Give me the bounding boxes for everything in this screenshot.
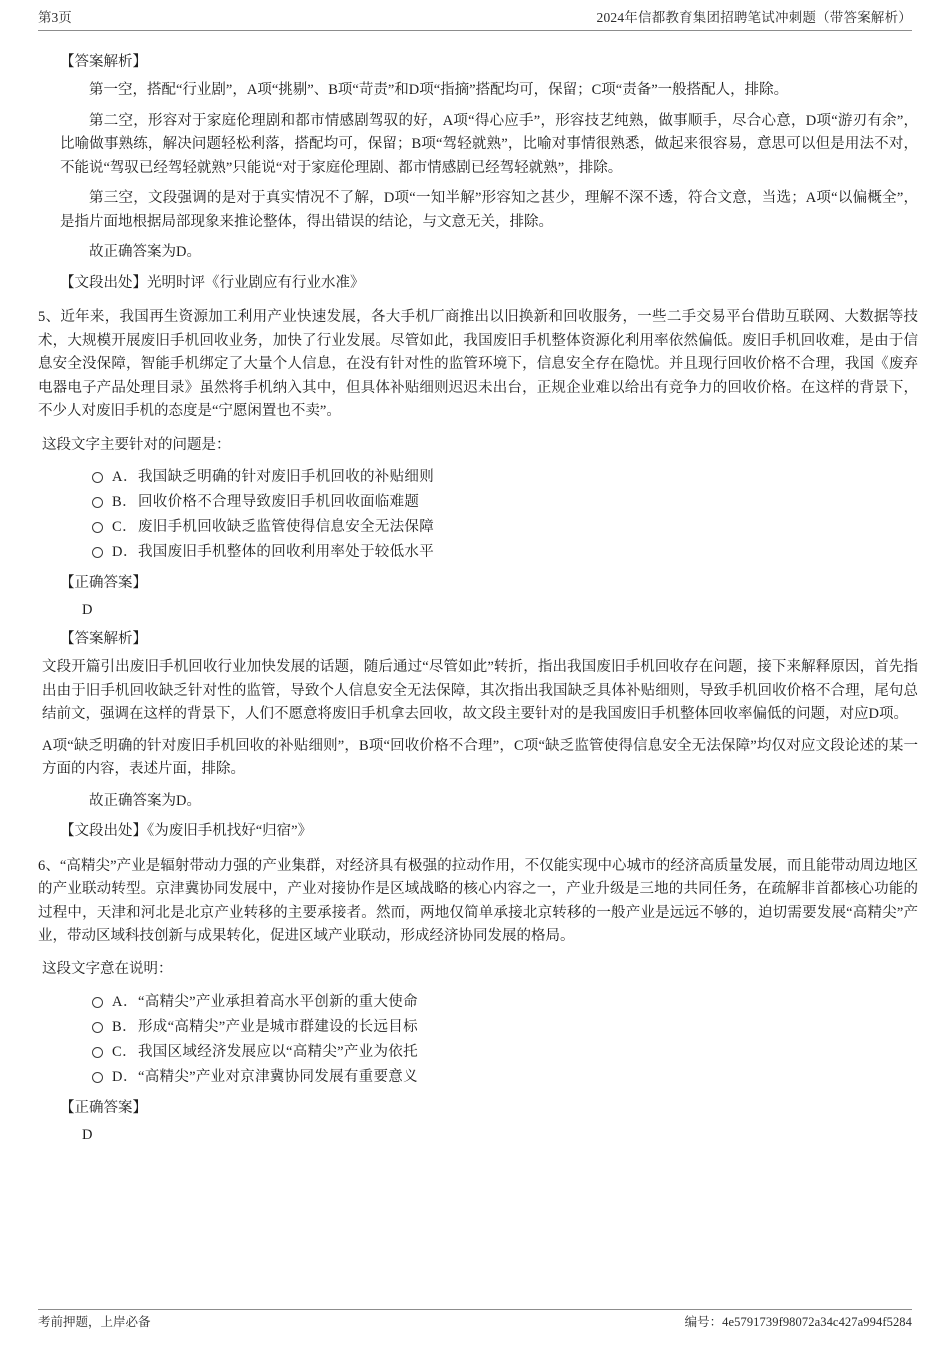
- document-content: [38, 44, 918, 1149]
- option-row[interactable]: [92, 490, 918, 515]
- analysis-conclusion: 故正确答案为D。: [89, 792, 201, 809]
- question-6-stem: 6、“高精尖”产业是辐射带动力强的产业集群，对经济具有极强的拉动作用，不仅能实现中心城市的经济高质量发展，而且能带动周边地区的产业联动转型。京津冀协同发展中，产业对接协作是区域战略的核心内容之一，产业升级是三地的共同任务，在疏解非首都核心功能的过程中，天津和河北是北京产业转移的主要承接者。然而，两地仅简单承接北京转移的一般产业是远远不够的，迫切需要发展“高精尖”产业，带动区域科技创新与成果转化，促进区域产业联动，形成经济协同发展的格局。: [38, 857, 918, 944]
- option-row[interactable]: [92, 465, 918, 490]
- option-row[interactable]: [92, 1040, 918, 1065]
- question-6-prompt: 这段文字意在说明：: [42, 961, 173, 978]
- question-4-analysis-block: [38, 51, 918, 294]
- option-row[interactable]: [92, 1015, 918, 1040]
- correct-answer-label-text: 【正确答案】: [60, 1099, 147, 1116]
- source-label-text: 【文段出处】: [60, 823, 147, 840]
- option-label: 废旧手机回收缺乏监管使得信息安全无法保障: [138, 519, 434, 536]
- correct-answer-value: D: [82, 1127, 93, 1144]
- footer-slogan: 考前押题，上岸必备: [38, 1315, 151, 1330]
- radio-icon[interactable]: [92, 997, 103, 1008]
- option-letter: C．: [112, 1044, 138, 1061]
- radio-icon[interactable]: [92, 1047, 103, 1058]
- source-label: [38, 272, 918, 294]
- option-label: 回收价格不合理导致废旧手机回收面临难题: [138, 494, 420, 511]
- correct-answer-label: [38, 572, 918, 594]
- question-5-block: [38, 306, 918, 842]
- source-text: 光明时评《行业剧应有行业水准》: [147, 274, 365, 291]
- analysis-conclusion: 故正确答案为D。: [89, 244, 201, 261]
- option-letter: B．: [112, 1019, 138, 1036]
- radio-icon[interactable]: [92, 1072, 103, 1083]
- page-header: [38, 10, 912, 31]
- question-5-options: [38, 465, 918, 565]
- option-letter: C．: [112, 519, 138, 536]
- page-footer: [38, 1309, 912, 1331]
- analysis-label: [38, 628, 918, 650]
- analysis-paragraph-2: 第二空，形容对于家庭伦理剧和都市情感剧驾驭的好，A项“得心应手”，形容技艺纯熟，做事顺手，尽合心意，D项“游刃有余”，比喻做事熟练，解决问题轻松利落，搭配均可，保留；B项“驾轻就熟”，比喻对事情很熟悉，做起来很容易，意思可以但是用法不对，不能说“驾驭已经驾轻就熟”只能说“对于家庭伦理剧、都市情感剧已经驾轻就熟”，排除。: [60, 112, 918, 176]
- question-6-block: [38, 855, 918, 1146]
- document-title: 2024年信都教育集团招聘笔试冲刺题（带答案解析）: [596, 10, 912, 25]
- option-letter: A．: [112, 469, 138, 486]
- option-row[interactable]: [92, 1065, 918, 1090]
- option-label: “高精尖”产业对京津冀协同发展有重要意义: [138, 1069, 418, 1086]
- option-row[interactable]: [92, 990, 918, 1015]
- correct-answer-label: [38, 1097, 918, 1119]
- radio-icon[interactable]: [92, 522, 103, 533]
- question-5-prompt: 这段文字主要针对的问题是：: [42, 436, 231, 453]
- source-label-text: 【文段出处】: [60, 274, 147, 291]
- option-letter: D．: [112, 544, 138, 561]
- source-text: 《为废旧手机找好“归宿”》: [147, 823, 313, 840]
- option-label: “高精尖”产业承担着高水平创新的重大使命: [138, 994, 418, 1011]
- analysis-label: [38, 51, 918, 73]
- correct-answer-label-text: 【正确答案】: [60, 574, 147, 591]
- page-number-label: 第3页: [38, 10, 72, 25]
- source-label: [38, 820, 918, 842]
- analysis-label-text: 【答案解析】: [60, 54, 147, 70]
- option-label: 我国废旧手机整体的回收利用率处于较低水平: [138, 544, 434, 561]
- analysis-paragraph-1: 文段开篇引出废旧手机回收行业加快发展的话题，随后通过“尽管如此”转折，指出我国废旧手机回收存在问题，接下来解释原因，首先指出由于旧手机回收缺乏针对性的监管，导致个人信息安全无法保障，其次指出我国缺乏具体补贴细则，导致手机回收价格不合理，尾句总结前文，强调在这样的背景下，人们不愿意将废旧手机拿去回收，故文段主要针对的是我国废旧手机整体回收率偏低的问题，对应D项。: [42, 659, 918, 723]
- radio-icon[interactable]: [92, 497, 103, 508]
- option-row[interactable]: [92, 515, 918, 540]
- analysis-paragraph-3: 第三空，文段强调的是对于真实情况不了解，D项“一知半解”形容知之甚少，理解不深不透，符合文意，当选；A项“以偏概全”，是指片面地根据局部现象来推论整体，得出错误的结论，与文意无关，排除。: [60, 190, 918, 230]
- option-label: 形成“高精尖”产业是城市群建设的长远目标: [138, 1019, 418, 1036]
- footer-code-label: 编号：: [684, 1315, 723, 1330]
- question-5-stem: 5、近年来，我国再生资源加工利用产业快速发展，各大手机厂商推出以旧换新和回收服务，一些二手交易平台借助互联网、大数据等技术，大规模开展废旧手机回收业务，加快了行业发展。尽管如此，我国废旧手机整体资源化利用率依然偏低。废旧手机回收难，是由于信息安全没保障，智能手机绑定了大量个人信息，在没有针对性的监管环境下，信息安全存在隐忧。并且现行回收价格不合理，我国《废弃电器电子产品处理目录》虽然将手机纳入其中，但具体补贴细则迟迟未出台，正规企业难以给出有竞争力的回收价格。在这样的背景下，不少人对废旧手机的态度是“宁愿闲置也不卖”。: [38, 309, 918, 420]
- option-letter: D．: [112, 1069, 138, 1086]
- option-label: 我国区域经济发展应以“高精尖”产业为依托: [138, 1044, 418, 1061]
- analysis-paragraph-2: A项“缺乏明确的针对废旧手机回收的补贴细则”，B项“回收价格不合理”，C项“缺乏监管使得信息安全无法保障”均仅对应文段论述的某一方面的内容，表述片面，排除。: [42, 737, 918, 778]
- option-letter: A．: [112, 994, 138, 1011]
- option-row[interactable]: [92, 540, 918, 565]
- footer-code-value: 4e5791739f98072a34c427a994f5284: [722, 1315, 912, 1330]
- radio-icon[interactable]: [92, 547, 103, 558]
- analysis-label-text: 【答案解析】: [60, 630, 147, 647]
- footer-code: [685, 1315, 912, 1331]
- correct-answer-value: D: [82, 602, 93, 619]
- radio-icon[interactable]: [92, 1022, 103, 1033]
- radio-icon[interactable]: [92, 472, 103, 483]
- option-label: 我国缺乏明确的针对废旧手机回收的补贴细则: [138, 469, 434, 486]
- analysis-paragraph-1: 第一空，搭配“行业剧”，A项“挑剔”、B项“苛责”和D项“指摘”搭配均可，保留；C项“责备”一般搭配人，排除。: [89, 82, 789, 99]
- option-letter: B．: [112, 494, 138, 511]
- question-6-options: [38, 990, 918, 1090]
